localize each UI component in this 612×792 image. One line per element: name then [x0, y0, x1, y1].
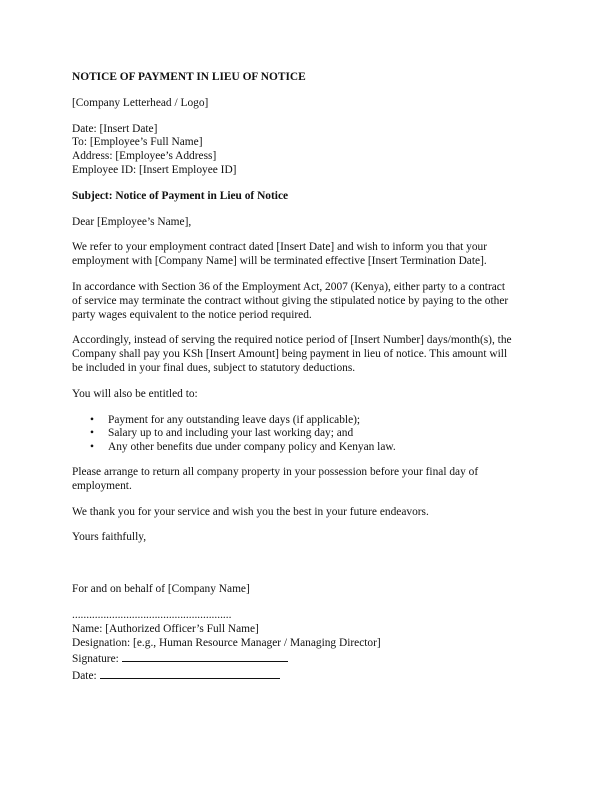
paragraph-line: We refer to your employment contract dated [Insert Date] and wish to inform you that your: [72, 241, 488, 254]
paragraph-company-property: [72, 466, 542, 494]
address-field: Address: [Employee’s Address]: [72, 150, 217, 163]
signatory-name: Name: [Authorized Officer’s Full Name]: [72, 622, 259, 635]
signature-space: [72, 557, 542, 583]
paragraph-line: employment.: [72, 479, 132, 492]
paragraph-payment: [72, 334, 542, 375]
document-title: NOTICE OF PAYMENT IN LIEU OF NOTICE: [72, 71, 306, 83]
entitlement-item: [72, 414, 542, 428]
closing: Yours faithfully,: [72, 531, 147, 544]
date-blank-line: [100, 667, 280, 679]
entitlement-item: [72, 427, 542, 441]
signature-label: Signature:: [72, 653, 119, 666]
letter-page: [72, 71, 542, 684]
signatory-block: [72, 609, 542, 684]
signatory-designation: Designation: [e.g., Human Resource Manager / Managing Director]: [72, 636, 381, 649]
signature-dotted-line: ........................................................: [72, 608, 232, 621]
paragraph-line: be included in your final dues, subject to statutory deductions.: [72, 361, 356, 374]
header-fields: [72, 123, 542, 178]
bullet-icon: •: [90, 413, 94, 426]
signature-blank-line: [122, 650, 288, 662]
paragraph-thanks: We thank you for your service and wish you the best in your future endeavors.: [72, 505, 429, 518]
on-behalf-line: For and on behalf of [Company Name]: [72, 583, 250, 596]
date-field: Date: [Insert Date]: [72, 122, 158, 135]
entitlement-text: Any other benefits due under company policy and Kenyan law.: [108, 441, 396, 454]
subject-line: Subject: Notice of Payment in Lieu of Notice: [72, 189, 289, 202]
paragraph-line: of service may terminate the contract without giving the stipulated notice by paying to the other: [72, 294, 509, 307]
paragraph-line: employment with [Company Name] will be terminated effective [Insert Termination Date].: [72, 255, 487, 268]
bullet-icon: •: [90, 441, 94, 454]
date-label: Date:: [72, 670, 97, 683]
entitlements-list: [72, 414, 542, 455]
date-row: [72, 667, 542, 684]
paragraph-line: Please arrange to return all company property in your possession before your final day of: [72, 465, 479, 478]
paragraph-legal-basis: [72, 281, 542, 322]
paragraph-line: Accordingly, instead of serving the required notice period of [Insert Number] days/month(s), the: [72, 334, 512, 347]
paragraph-line: In accordance with Section 36 of the Employment Act, 2007 (Kenya), either party to a contract: [72, 280, 506, 293]
paragraph-line: party wages equivalent to the notice period required.: [72, 308, 312, 321]
signature-row: [72, 650, 542, 667]
recipient-field: To: [Employee’s Full Name]: [72, 136, 203, 149]
entitlement-text: Salary up to and including your last working day; and: [108, 427, 354, 440]
entitlement-text: Payment for any outstanding leave days (if applicable);: [108, 413, 361, 426]
paragraph-termination: [72, 241, 542, 269]
paragraph-line: Company shall pay you KSh [Insert Amount] being payment in lieu of notice. This amount will: [72, 348, 508, 361]
employee-id-field: Employee ID: [Insert Employee ID]: [72, 163, 237, 176]
bullet-icon: •: [90, 427, 94, 440]
salutation: Dear [Employee’s Name],: [72, 215, 192, 228]
letterhead-placeholder: [Company Letterhead / Logo]: [72, 96, 209, 109]
entitlements-intro: You will also be entitled to:: [72, 387, 198, 400]
entitlement-item: [72, 441, 542, 455]
